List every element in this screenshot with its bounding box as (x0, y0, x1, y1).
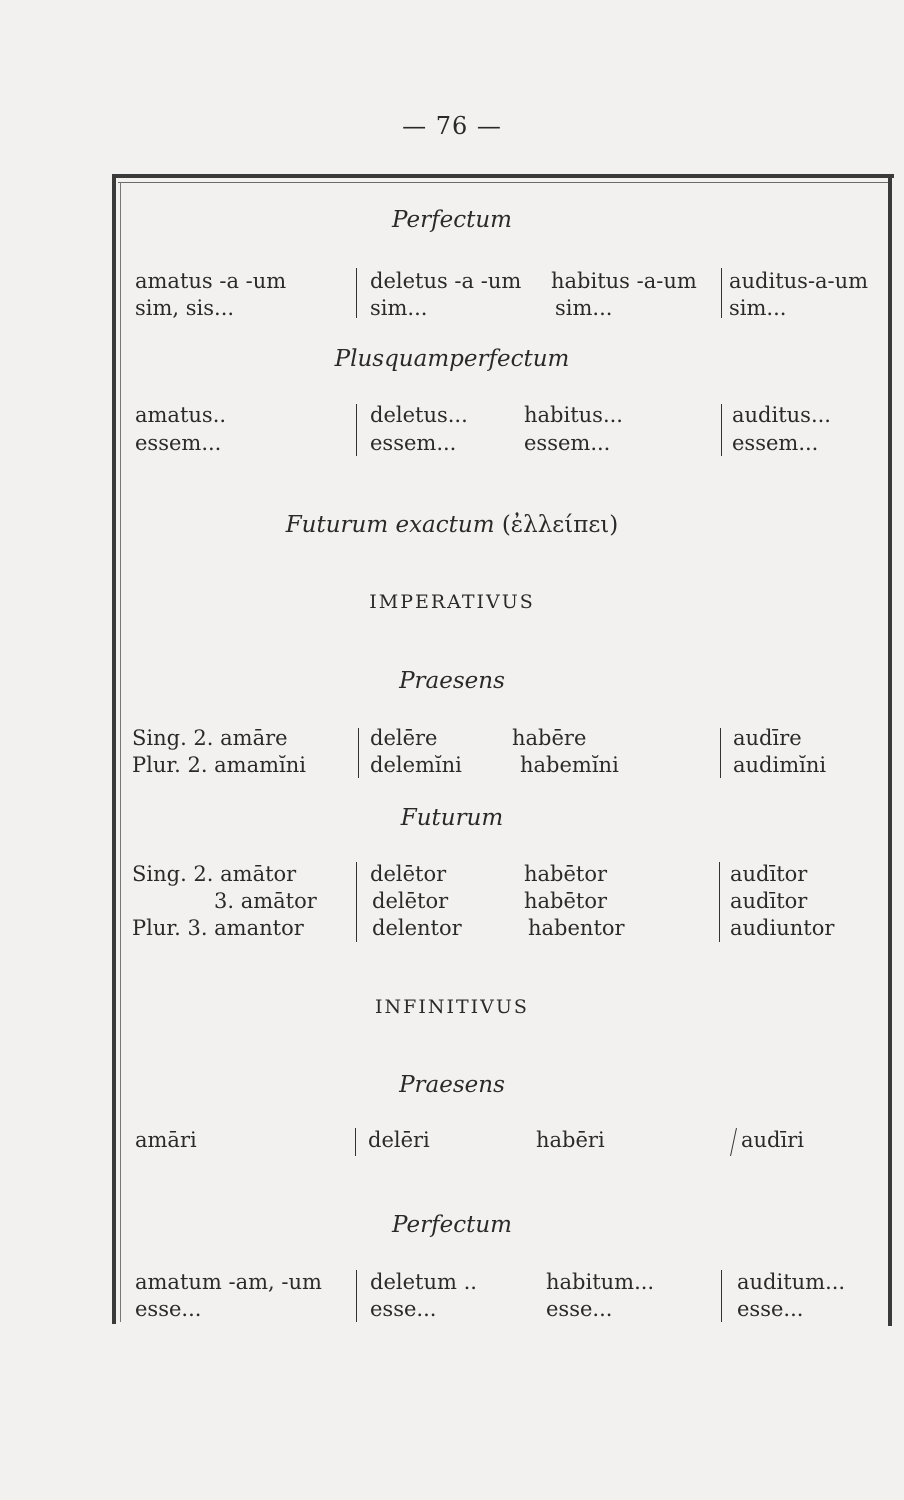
perfectum-col3-line1: habitus -a-um (551, 269, 697, 293)
imp-praesens-col1-line2: Plur. 2. amamĭni (132, 753, 306, 777)
futurum-exactum-note: (ἐλλείπει) (501, 512, 619, 538)
imp-praesens-col1-line1: Sing. 2. amāre (132, 726, 288, 750)
imp-futurum-col4-line3: audiuntor (730, 916, 835, 940)
inf-perfectum-col2-line1: deletum .. (370, 1270, 477, 1294)
imp-praesens-col4-line1: audīre (733, 726, 802, 750)
plusquam-col3-line2: essem... (524, 431, 611, 455)
inf-perfectum-col1-line2: esse... (135, 1297, 202, 1321)
imp-praesens-col2-line1: delēre (370, 726, 438, 750)
perfectum-col2-line1: deletus -a -um (370, 269, 522, 293)
frame-top-inner-rule (118, 182, 890, 183)
imp-futurum-col2-line1: delētor (370, 862, 447, 886)
perfectum-col2-line2: sim... (370, 296, 428, 320)
plusquam-col4-line1: auditus... (732, 403, 831, 427)
imperativus-praesens-heading: Praesens (399, 668, 505, 694)
imp-praesens-col2-line2: delemĭni (370, 753, 462, 777)
imp-praesens-col3-line2: habemĭni (520, 753, 619, 777)
imp-futurum-col3-line1: habētor (524, 862, 608, 886)
inf-praesens-col1: amāri (135, 1128, 197, 1152)
imperativus-title: IMPERATIVUS (369, 591, 535, 613)
perfectum-col4-line1: auditus-a-um (729, 269, 869, 293)
plusquam-col1-line1: amatus.. (135, 403, 227, 427)
plusquam-col4-line2: essem... (732, 431, 819, 455)
column-divider (719, 862, 720, 942)
imperativus-futurum-heading: Futurum (400, 805, 504, 831)
plusquam-col1-line2: essem... (135, 431, 222, 455)
infinitivus-perfectum-heading: Perfectum (392, 1212, 512, 1238)
column-divider (356, 268, 357, 318)
imp-futurum-col4-line2: audītor (730, 889, 808, 913)
plusquam-col2-line1: deletus... (370, 403, 468, 427)
perfectum-heading: Perfectum (392, 207, 512, 233)
imp-futurum-col3-line3: habentor (528, 916, 625, 940)
frame-top-rule (112, 174, 894, 178)
inf-perfectum-col1-line1: amatum -am, -um (135, 1270, 322, 1294)
plusquam-col3-line1: habitus... (524, 403, 623, 427)
inf-perfectum-col4-line1: auditum... (737, 1270, 846, 1294)
column-divider (356, 862, 357, 942)
plusquam-col2-line2: essem... (370, 431, 457, 455)
imp-futurum-col1-line1: Sing. 2. amātor (132, 862, 297, 886)
inf-perfectum-col4-line2: esse... (737, 1297, 804, 1321)
imp-futurum-col4-line1: audītor (730, 862, 808, 886)
infinitivus-praesens-heading: Praesens (399, 1072, 505, 1098)
futurum-exactum-heading: Futurum exactum (285, 512, 495, 538)
imp-futurum-col3-line2: habētor (524, 889, 608, 913)
perfectum-col1-line1: amatus -a -um (135, 269, 287, 293)
imp-praesens-col4-line2: audimĭni (733, 753, 827, 777)
perfectum-col1-line2: sim, sis... (135, 296, 235, 320)
inf-perfectum-col3-line1: habitum... (546, 1270, 655, 1294)
column-divider (721, 404, 722, 456)
inf-praesens-col4: audīri (741, 1128, 804, 1152)
column-divider (721, 268, 722, 318)
imp-futurum-col2-line2: delētor (372, 889, 449, 913)
inf-perfectum-col2-line2: esse... (370, 1297, 437, 1321)
column-divider (358, 728, 359, 778)
column-divider (355, 1128, 356, 1156)
column-divider (356, 1270, 357, 1322)
plusquamperfectum-heading: Plusquamperfectum (334, 346, 570, 372)
inf-praesens-col2: delēri (368, 1128, 430, 1152)
column-divider (730, 1128, 737, 1156)
inf-perfectum-col3-line2: esse... (546, 1297, 613, 1321)
imp-praesens-col3-line1: habēre (512, 726, 587, 750)
inf-praesens-col3: habēri (536, 1128, 605, 1152)
imp-futurum-col1-line3: Plur. 3. amantor (132, 916, 304, 940)
infinitivus-title: INFINITIVUS (375, 996, 529, 1018)
perfectum-col3-line2: sim... (555, 296, 613, 320)
futurum-exactum-line (0, 512, 904, 538)
column-divider (356, 404, 357, 456)
imp-futurum-col2-line3: delentor (372, 916, 462, 940)
column-divider (720, 728, 721, 778)
column-divider (721, 1270, 722, 1322)
perfectum-col4-line2: sim... (729, 296, 787, 320)
imp-futurum-col1-line2: 3. amātor (214, 889, 317, 913)
page-number: — 76 — (402, 112, 502, 140)
